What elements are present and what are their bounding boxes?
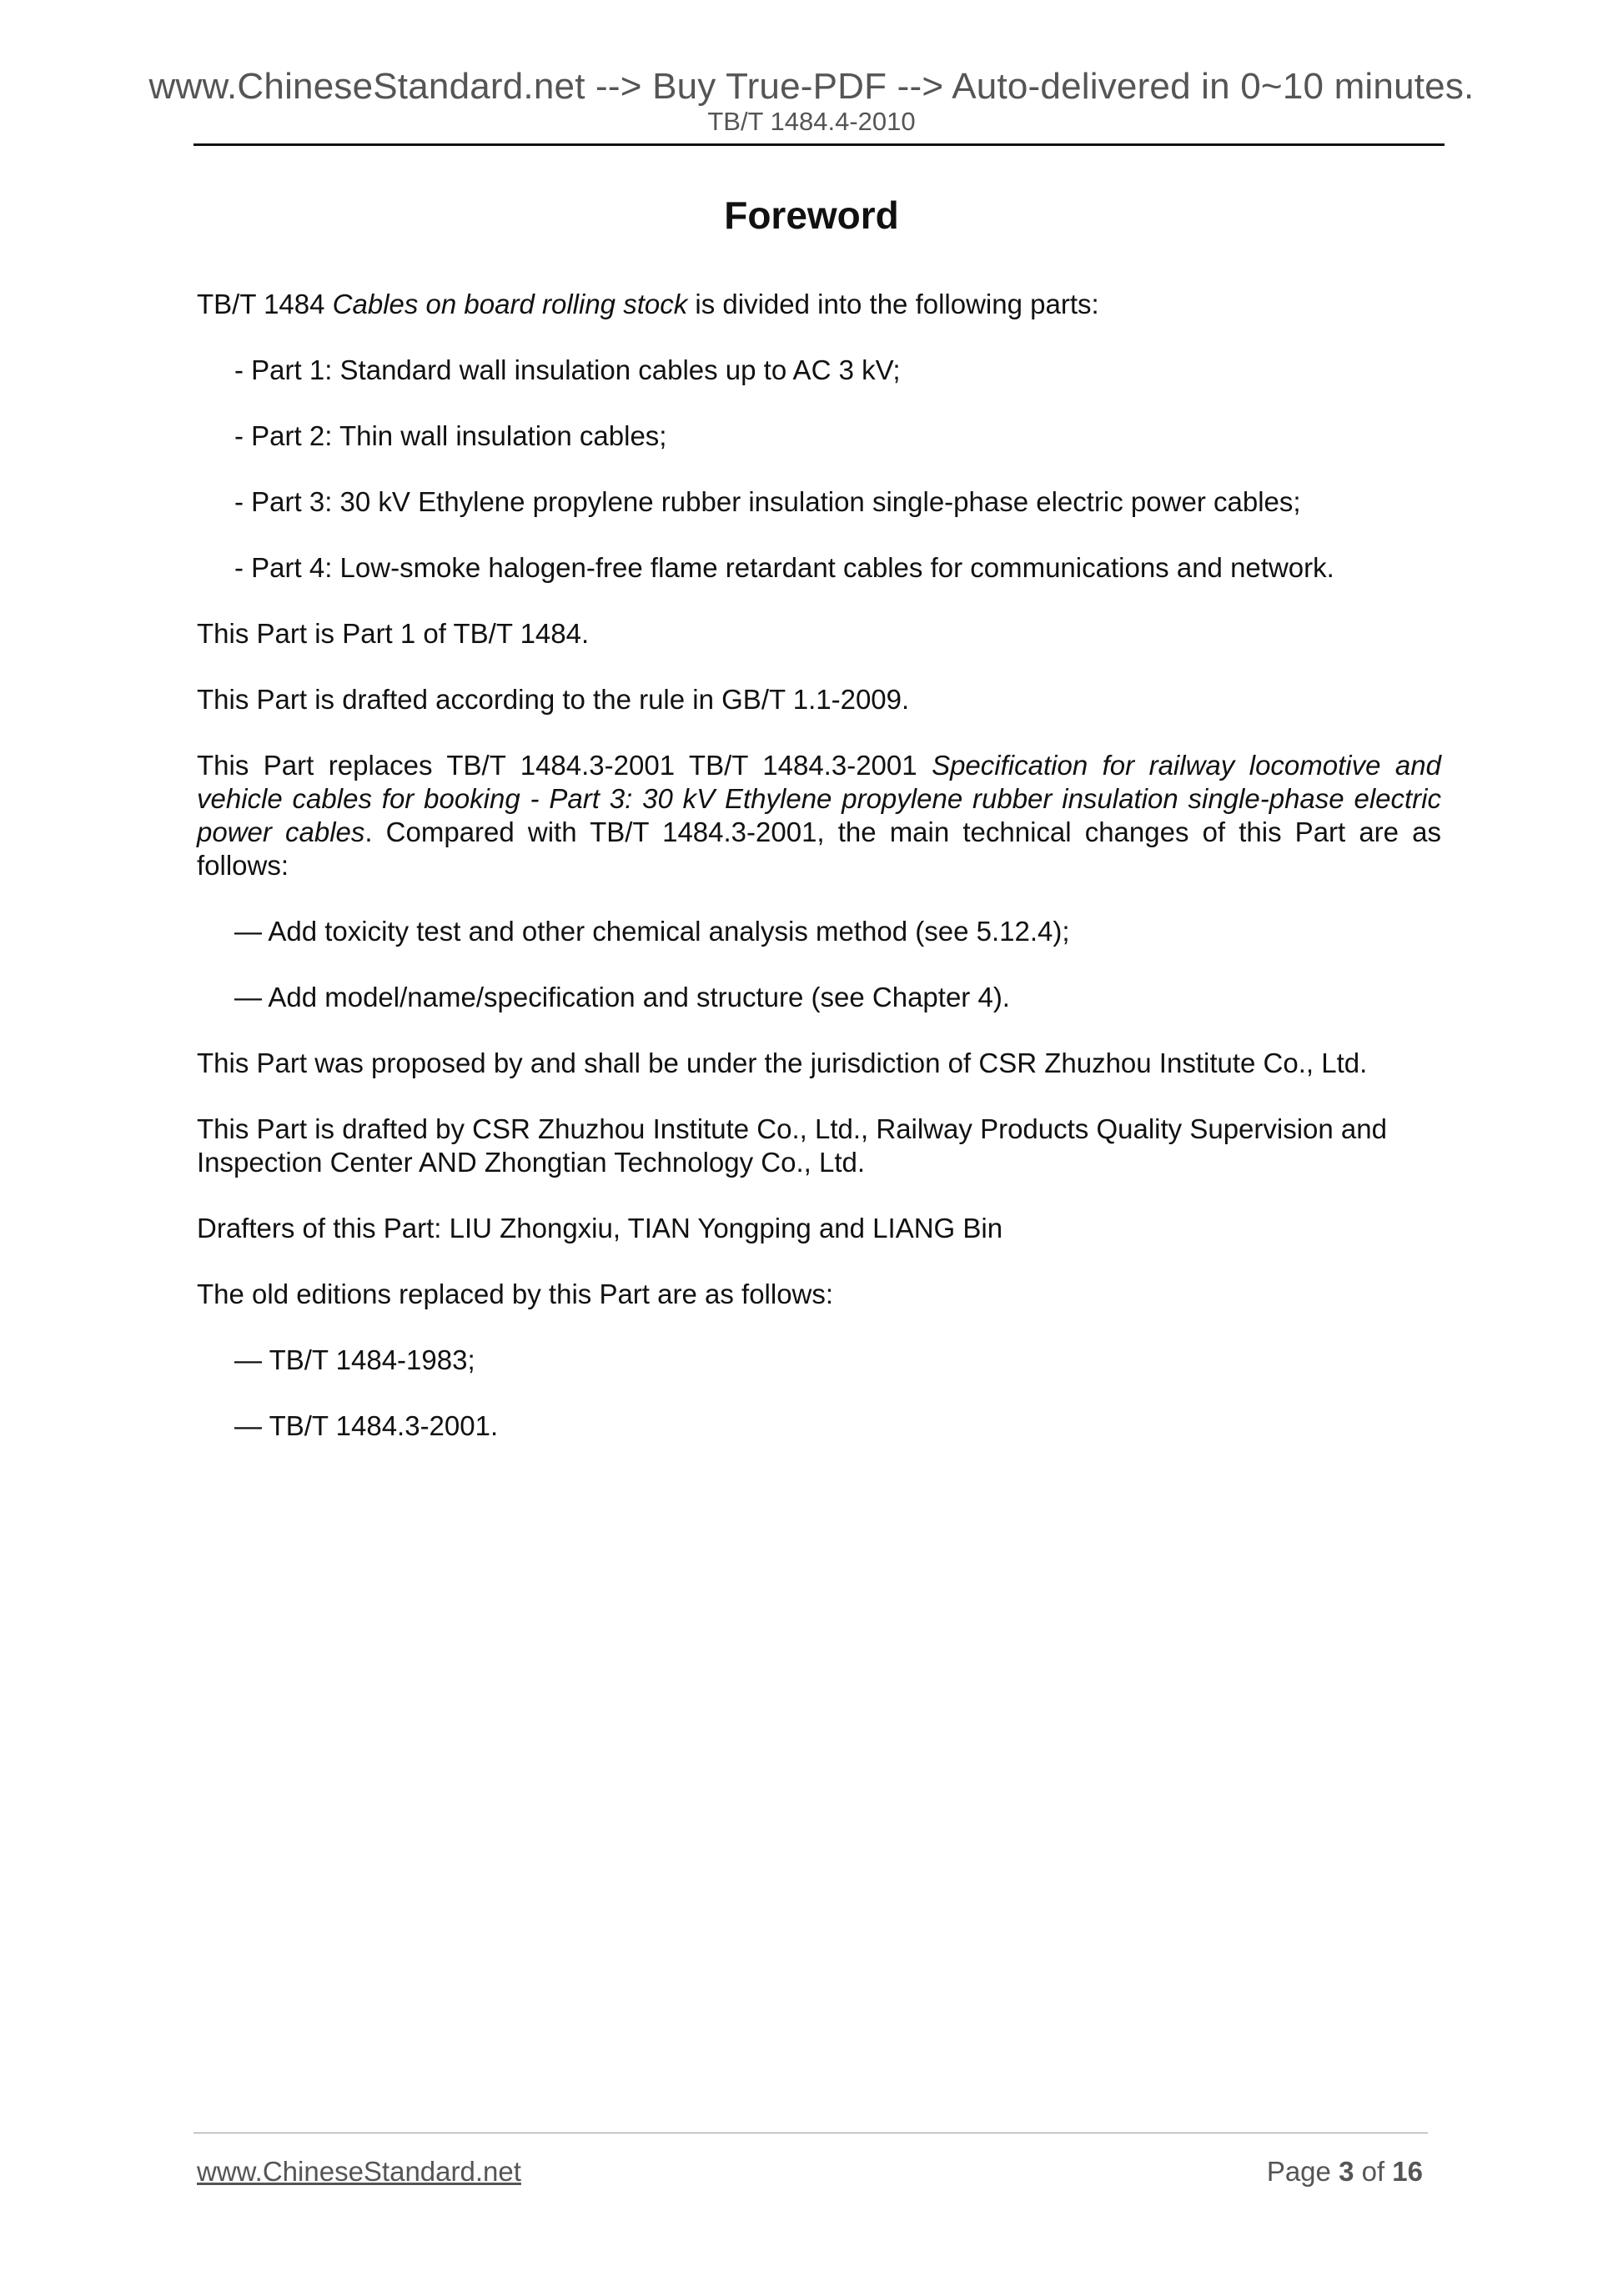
- page-total: 16: [1392, 2156, 1423, 2187]
- replaces-suffix: . Compared with TB/T 1484.3-2001, the main technical changes of this Part are as follows:: [197, 816, 1441, 881]
- replaces-prefix: This Part replaces TB/T 1484.3-2001 TB/T 1484.3-2001: [197, 750, 932, 781]
- page-of: of: [1354, 2156, 1393, 2187]
- proposed-by-paragraph: This Part was proposed by and shall be under the jurisdiction of CSR Zhuzhou Institute Co., Ltd.: [197, 1048, 1368, 1078]
- old-editions-intro: The old editions replaced by this Part are as follows:: [197, 1279, 834, 1309]
- part-item: - Part 4: Low-smoke halogen-free flame retardant cables for communications and network.: [234, 552, 1334, 583]
- old-edition-item: — TB/T 1484.3-2001.: [234, 1410, 499, 1441]
- intro-italic-title: Cables on board rolling stock: [332, 289, 688, 319]
- drafted-by-paragraph: This Part is drafted by CSR Zhuzhou Institute Co., Ltd., Railway Products Quality Supervision and Inspection Center AND Zhongtian Technology Co., Ltd.: [197, 1113, 1387, 1178]
- replaces-paragraph: [197, 749, 1441, 882]
- standard-code: TB/T 1484.4-2010: [707, 107, 916, 136]
- drafters-paragraph: Drafters of this Part: LIU Zhongxiu, TIAN Yongping and LIANG Bin: [197, 1213, 1003, 1243]
- page-number: [1267, 2155, 1423, 2188]
- intro-paragraph: [197, 288, 1441, 321]
- header-divider: [193, 143, 1445, 146]
- part-item: - Part 1: Standard wall insulation cables up to AC 3 kV;: [234, 354, 901, 385]
- replaces-italic-title: Specification for railway locomotive and vehicle cables for booking - Part 3: 30 kV Ethylene propylene rubber insulation single-phase electric power cables: [197, 750, 1441, 847]
- part-item: - Part 3: 30 kV Ethylene propylene rubber insulation single-phase electric power cables;: [234, 486, 1301, 517]
- page-label: Page: [1266, 2156, 1339, 2187]
- page-current: 3: [1339, 2156, 1354, 2187]
- page-title: Foreword: [724, 193, 899, 237]
- header-banner: www.ChineseStandard.net --> Buy True-PDF --> Auto-delivered in 0~10 minutes.: [148, 66, 1475, 107]
- part-item: - Part 2: Thin wall insulation cables;: [234, 420, 667, 451]
- change-item: — Add model/name/specification and structure (see Chapter 4).: [234, 982, 1010, 1012]
- intro-suffix: is divided into the following parts:: [687, 289, 1099, 319]
- part-of-paragraph: This Part is Part 1 of TB/T 1484.: [197, 618, 590, 649]
- change-item: — Add toxicity test and other chemical analysis method (see 5.12.4);: [234, 916, 1070, 947]
- document-body: [197, 288, 1441, 1475]
- old-edition-item: — TB/T 1484-1983;: [234, 1344, 475, 1375]
- footer-website-link[interactable]: www.ChineseStandard.net: [197, 2156, 521, 2187]
- intro-prefix: TB/T 1484: [197, 289, 333, 319]
- drafting-rule-paragraph: This Part is drafted according to the rule in GB/T 1.1-2009.: [197, 684, 910, 715]
